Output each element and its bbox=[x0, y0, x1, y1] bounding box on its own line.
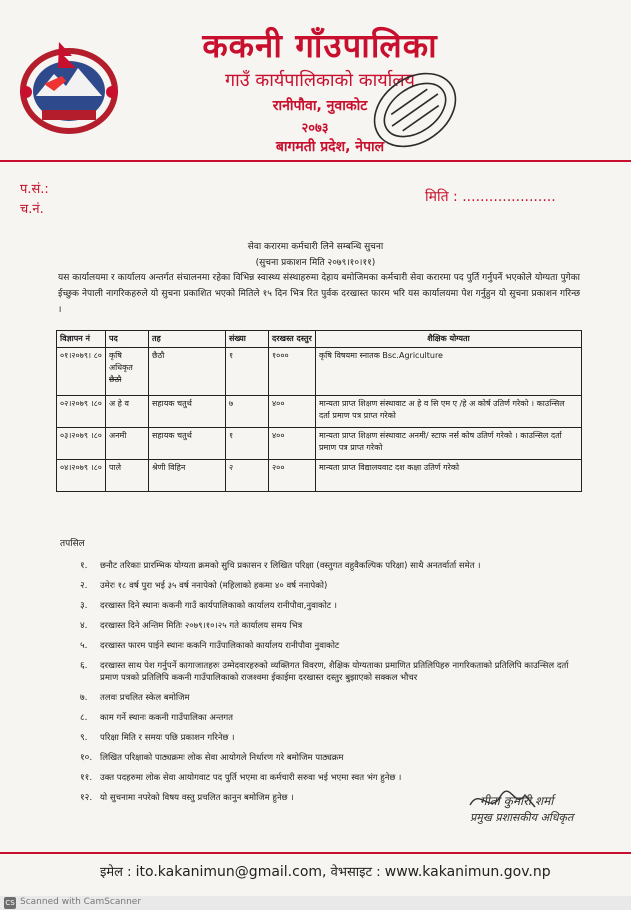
email-label: इमेल : bbox=[100, 865, 132, 880]
scanner-watermark-text: Scanned with CamScanner bbox=[20, 897, 142, 907]
office-year: २०७३ bbox=[301, 121, 329, 136]
list-item bbox=[80, 772, 580, 784]
email-link[interactable]: ito.kakanimun@gmail.com, bbox=[135, 864, 327, 880]
table-cell: ७ bbox=[226, 396, 269, 428]
table-cell: कृषि विषयमा स्नातक Bsc.Agriculture bbox=[316, 348, 582, 396]
table-cell: ०१।२०७९। ८० bbox=[57, 348, 106, 396]
table-cell bbox=[106, 348, 149, 396]
table-cell: मान्यता प्राप्त शिक्षण संस्थावाट अनमी/ स्टाफ नर्स कोष उतिर्ण गरेको । काउन्सिल दर्ता प्रमाण पत्र प्राप्त गरेको bbox=[316, 428, 582, 460]
table-cell: ०३।२०७९ ।८० bbox=[57, 428, 106, 460]
vacancy-table bbox=[56, 330, 582, 492]
website-link[interactable]: www.kakanimun.gov.np bbox=[384, 864, 551, 880]
table-cell: १००० bbox=[269, 348, 316, 396]
list-item bbox=[80, 660, 580, 684]
item-text: उक्त पदहरुमा लोक सेवा आयोगवाट पद पुर्ति भएमा वा कर्मचारी सरुवा भई भएमा स्वत भंग हुनेछ । bbox=[100, 773, 402, 783]
table-cell: ०४।२०७९ ।८० bbox=[57, 460, 106, 492]
list-item bbox=[80, 732, 580, 744]
item-number: ७. bbox=[80, 693, 88, 703]
details-list bbox=[80, 560, 580, 812]
table-header-row bbox=[57, 331, 582, 348]
post-name: कृषि अधिकृत bbox=[109, 351, 133, 372]
item-text: यो सुचनामा नपरेको विषय वस्तु प्रचलित कानुन बमोजिम हुनेछ । bbox=[100, 793, 294, 803]
table-cell: ४०० bbox=[269, 428, 316, 460]
table-cell: ०२।२०७९ ।८० bbox=[57, 396, 106, 428]
item-number: ६. bbox=[80, 661, 88, 671]
table-cell: मान्यता प्राप्त शिक्षण संस्थावाट अ हे व सि एम ए /हे अ कोर्ष उतिर्ण गरेको । काउन्सिल दर्ता प्रमाण पत्र प्राप्त गरेको bbox=[316, 396, 582, 428]
office-seal-stamp bbox=[365, 60, 465, 160]
header-divider bbox=[0, 160, 631, 162]
item-text: दरखास्त दिने स्थानः ककनी गाउँ कार्यपालिकाको कार्यालय रानीपौवा,नुवाकोट । bbox=[100, 601, 337, 611]
item-text: छनौट तरिकाः प्रारम्भिक योग्यता क्रमको सुचि प्रकासन र लिखित परिक्षा (वस्तुगत वहुवैकल्पिक परिक्षा) साथै अनतर्वार्ता समेत । bbox=[100, 561, 481, 571]
table-cell: सहायक चतुर्थ bbox=[149, 428, 226, 460]
list-item bbox=[80, 692, 580, 704]
table-cell: २ bbox=[226, 460, 269, 492]
table-cell: श्रेणी विहिन bbox=[149, 460, 226, 492]
item-number: १२. bbox=[80, 793, 93, 803]
table-header: संख्या bbox=[226, 331, 269, 348]
item-text: दरखास्त फारम पाईने स्थानः ककनि गाउँपालिकाको कार्यालय रानीपौवा नुवाकोट bbox=[100, 641, 340, 651]
table-cell: मान्यता प्राप्त विद्यालयवाट दश कक्षा उतिर्ण गरेको bbox=[316, 460, 582, 492]
table-cell: १ bbox=[226, 348, 269, 396]
office-subtitle: गाउँ कार्यपालिकाको कार्यालय bbox=[225, 70, 415, 91]
office-province: बागमती प्रदेश, नेपाल bbox=[275, 139, 385, 155]
table-cell: १ bbox=[226, 428, 269, 460]
camscanner-icon: CS bbox=[5, 899, 15, 907]
table-row bbox=[57, 396, 582, 428]
item-number: ११. bbox=[80, 773, 93, 783]
item-text: तलवः प्रचलित स्केल बमोजिम bbox=[100, 693, 190, 703]
table-header: पद bbox=[106, 331, 149, 348]
table-cell: सहायक चतुर्थ bbox=[149, 396, 226, 428]
item-text: दरखास्त साथ पेश गर्नुपर्ने कागाजातहरुः उम्मेदवारहरुको व्यक्तिगत विवरण, शैक्षिक योग्यताका प्रमाणित प्रतिलिपिहरु नागरिकताको प्रतिलिपि काउन्सिल दर्ता प्रमाण पत्रको प्रतिलिपि ककनी गाउँपालिकाको राजश्वमा ईकाईमा दरखास्त दस्तुर बुझाएको सक्कल भौचर bbox=[100, 661, 569, 683]
reference-number-label: प.सं.: bbox=[20, 182, 49, 197]
list-item bbox=[80, 712, 580, 724]
item-text: काम गर्ने स्थानः ककनी गाउँपालिका अन्तगत bbox=[100, 713, 233, 723]
list-item bbox=[80, 560, 580, 572]
details-heading: तपसिल bbox=[60, 539, 85, 549]
post-struck: छैठौ bbox=[109, 375, 122, 384]
item-text: परिक्षा मिति र समयः पछि प्रकाशन गरिनेछ । bbox=[100, 733, 235, 743]
table-cell: २०० bbox=[269, 460, 316, 492]
item-text: लिखित परिक्षाको पाठ्यक्रमः लोक सेवा आयोगले निर्धारण गरे बमोजिम पाठ्यक्रम bbox=[100, 753, 344, 763]
dispatch-number-label: च.नं. bbox=[20, 202, 44, 217]
item-number: ३. bbox=[80, 601, 88, 611]
item-number: ५. bbox=[80, 641, 88, 651]
list-item bbox=[80, 600, 580, 612]
list-item bbox=[80, 620, 580, 632]
notice-title: सेवा करारमा कर्मचारी लिने सम्बन्धि सुचना bbox=[247, 242, 384, 252]
table-row bbox=[57, 428, 582, 460]
notice-body: यस कार्यालयमा र कार्यालय अन्तर्गत संचालनमा रहेका विभिन्न स्वास्थ्य संस्थाहरुमा देहाय बमोजिमका कर्मचारी सेवा करारमा पद पुर्ति गर्नुपर्ने भएकोले योग्यता पुगेका ईच्छुक नेपाली नागरिकहरुले यो सुचना प्रकाशित भएको मितिले १५ दिन भित्र रित पुर्वक दरखास्त फारम भरि यस कार्यालयमा पेश गर्नुहुन यो सुचना प्रकाशन गरिन्छ । bbox=[58, 273, 580, 315]
table-cell: ४०० bbox=[269, 396, 316, 428]
nepal-emblem-icon bbox=[14, 36, 124, 136]
table-cell: अ हे व bbox=[106, 396, 149, 428]
item-number: १०. bbox=[80, 753, 93, 763]
date-label: मिति : ..................... bbox=[425, 189, 556, 205]
list-item bbox=[80, 640, 580, 652]
list-item bbox=[80, 752, 580, 764]
scanner-watermark-bar bbox=[0, 896, 631, 910]
office-name: ककनी गाँउपालिका bbox=[202, 26, 438, 65]
item-text: दरखास्त दिने अन्तिम मितिः २०७९।१०।२५ गते कार्यालय समय भित्र bbox=[100, 621, 303, 631]
signer-name: गीता कुमारी शर्मा bbox=[480, 794, 554, 808]
item-number: ४. bbox=[80, 621, 88, 631]
table-header: दरखस्त दस्तुर bbox=[269, 331, 316, 348]
contact-footer bbox=[100, 862, 551, 880]
office-location: रानीपौवा, नुवाकोट bbox=[272, 98, 368, 114]
item-number: १. bbox=[80, 561, 88, 571]
table-cell: पाले bbox=[106, 460, 149, 492]
item-number: ९. bbox=[80, 733, 88, 743]
website-label: वेभसाइट : bbox=[330, 865, 381, 880]
table-header: शैक्षिक योग्यता bbox=[316, 331, 582, 348]
table-row bbox=[57, 348, 582, 396]
item-text: उमेरः १८ वर्ष पुरा भई ३५ वर्ष ननापेको (महिलाको हकमा ४० वर्ष ननापेको) bbox=[100, 581, 328, 591]
table-row bbox=[57, 460, 582, 492]
table-header: तह bbox=[149, 331, 226, 348]
table-header: विज्ञापन नं bbox=[57, 331, 106, 348]
notice-subtitle: (सुचना प्रकाशन मिति २०७९।१०।११) bbox=[255, 258, 376, 268]
list-item bbox=[80, 580, 580, 592]
item-number: २. bbox=[80, 581, 88, 591]
table-cell: छैठौ bbox=[149, 348, 226, 396]
signer-title: प्रमुख प्रशासकीय अधिकृत bbox=[470, 811, 574, 824]
table-cell: अनमी bbox=[106, 428, 149, 460]
item-number: ८. bbox=[80, 713, 88, 723]
footer-divider bbox=[0, 852, 631, 854]
